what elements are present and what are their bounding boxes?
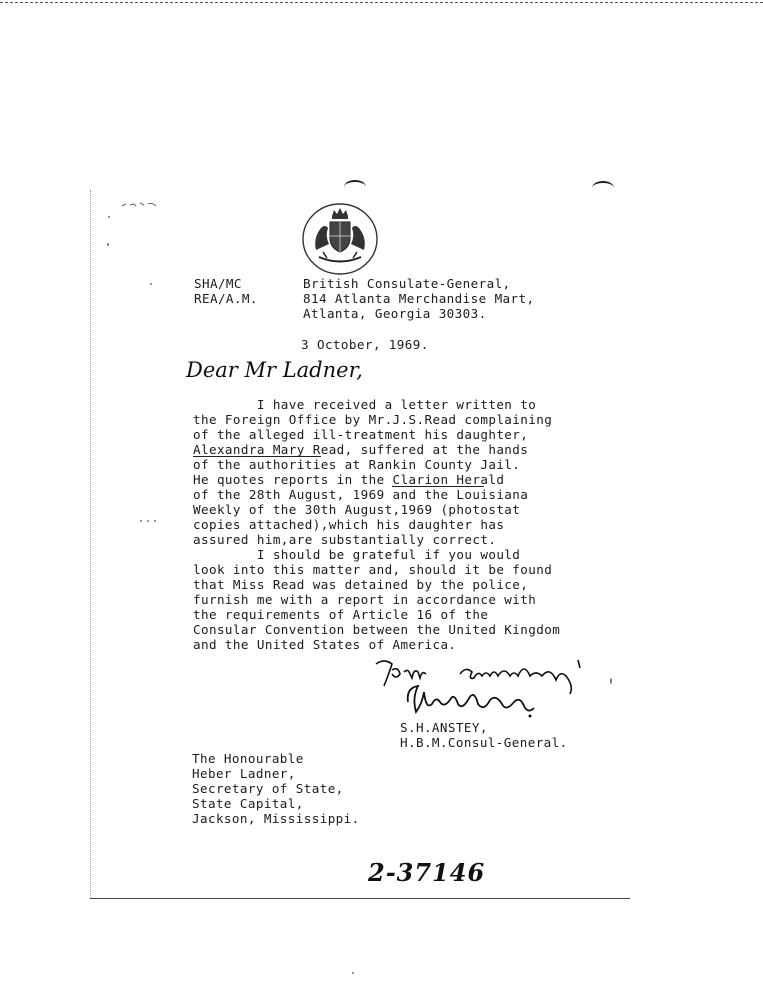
body-line: copies attached),which his daughter has <box>193 517 505 532</box>
pencil-scribble-mark <box>120 198 160 210</box>
recipient-line: Heber Ladner, <box>192 766 296 781</box>
body-line: the requirements of Article 16 of the <box>193 607 489 622</box>
scan-speck <box>108 216 110 218</box>
body-line: assured him,are substantially correct. <box>193 532 497 547</box>
signer-title: H.B.M.Consul-General. <box>400 735 568 750</box>
reference-codes <box>194 276 258 306</box>
scan-speck <box>140 520 142 522</box>
body-line: Weekly of the 30th August,1969 (photostat <box>193 502 521 517</box>
body-line: furnish me with a report in accordance with <box>193 592 537 607</box>
scan-speck <box>610 678 612 684</box>
recipient-line: Jackson, Mississippi. <box>192 811 360 826</box>
body-line: I should be grateful if you would <box>193 547 521 562</box>
top-scan-border <box>0 2 763 3</box>
punch-hole-mark-right <box>592 181 614 195</box>
underline-clarion-herald <box>392 486 484 487</box>
body-line: Alexandra Mary Read, suffered at the hands <box>193 442 529 457</box>
address-line: Atlanta, Georgia 30303. <box>303 306 487 321</box>
recipient-line: Secretary of State, <box>192 781 344 796</box>
scan-speck <box>154 520 156 522</box>
bottom-page-edge <box>90 898 630 899</box>
punch-hole-mark-left <box>344 180 366 194</box>
body-line: Consular Convention between the United Kingdom <box>193 622 561 637</box>
underline-daughter-name <box>193 456 321 457</box>
signer-name: S.H.ANSTEY, <box>400 720 488 735</box>
letter-body <box>193 397 560 652</box>
sender-address <box>303 276 534 321</box>
body-line: of the authorities at Rankin County Jail. <box>193 457 521 472</box>
handwritten-signature <box>404 678 544 720</box>
recipient-line: The Honourable <box>192 751 304 766</box>
address-line: British Consulate-General, <box>303 276 511 291</box>
signer-block <box>400 720 568 750</box>
body-line: and the United States of America. <box>193 637 457 652</box>
body-line: I have received a letter written to <box>193 397 537 412</box>
scan-speck <box>352 972 354 974</box>
reference-code-line: SHA/MC <box>194 276 242 291</box>
address-line: 814 Atlanta Merchandise Mart, <box>303 291 535 306</box>
recipient-address <box>192 751 360 826</box>
scan-speck <box>147 520 149 522</box>
royal-coat-of-arms-seal <box>301 202 379 276</box>
body-line: of the 28th August, 1969 and the Louisiana <box>193 487 529 502</box>
scan-speck <box>150 283 152 285</box>
body-line: of the alleged ill-treatment his daughter, <box>193 427 529 442</box>
reference-code-line: REA/A.M. <box>194 291 258 306</box>
recipient-line: State Capital, <box>192 796 304 811</box>
body-line: the Foreign Office by Mr.J.S.Read complaining <box>193 412 553 427</box>
handwritten-salutation: Dear Mr Ladner, <box>186 358 363 382</box>
letter-date: 3 October, 1969. <box>301 337 429 352</box>
body-line: He quotes reports in the Clarion Herald <box>193 472 505 487</box>
handwritten-file-number: 2-37146 <box>368 858 486 887</box>
body-line: that Miss Read was detained by the police, <box>193 577 529 592</box>
page-left-edge <box>90 190 91 898</box>
scan-speck <box>107 243 109 246</box>
body-line: look into this matter and, should it be found <box>193 562 553 577</box>
